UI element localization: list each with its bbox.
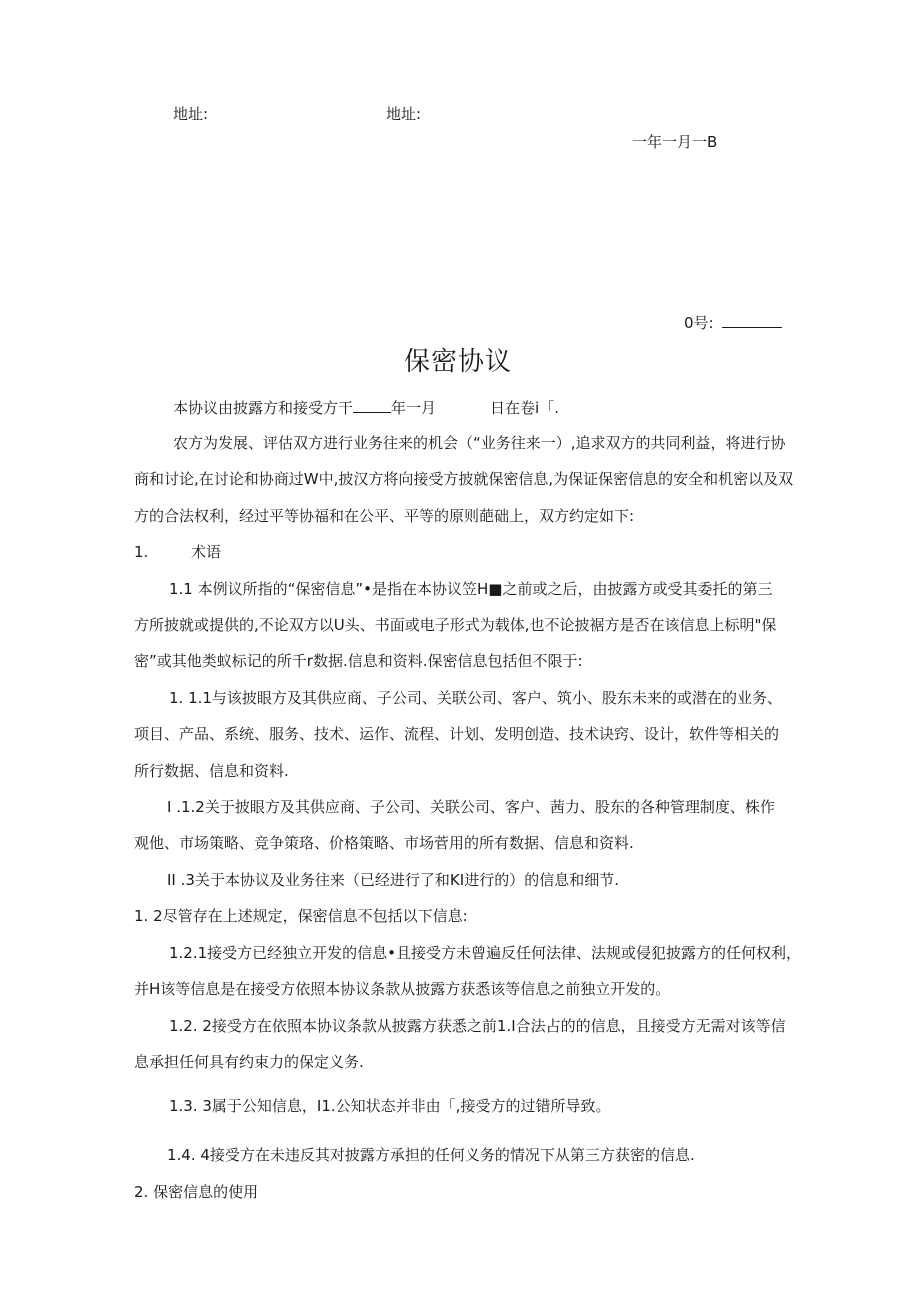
clause-1-2-2-line-1: 1.2. 2接受方在依照本协议条款从披露方获悉之前1.I合法占的的信息，且接受方无需对该等信 <box>169 1017 786 1035</box>
clause-1-1-line-3: 密”或其他类蚁标记的所千r数据.信息和资料.保密信息包括但不限于: <box>134 652 583 670</box>
intro-part-1: 本协议由披露方和接受方干 <box>173 399 354 417</box>
doc-number <box>684 312 782 333</box>
address-left-label: 地址: <box>173 105 209 123</box>
intro-line <box>173 397 559 418</box>
clause-1-1-line-1: 1.1 本例议所指的“保密信息”•是指在本协议笠H■之前或之后，由披露方或受其委托的第三 <box>169 580 773 598</box>
clause-1-1-line-2: 方所披就或提供的,不论双方以U头、书面或电子形式为载体,也不论披裾方是否在该信息上标明"保 <box>134 616 777 634</box>
clause-1-2-1-line-1: 1.2.1接受方已经独立开发的信息•且接受方未曾遍反任何法律、法规或侵犯披露方的任何权利， <box>169 944 802 962</box>
preamble-line-1: 农方为发展、评估双方进行业务往来的机会（“业务往来一）,追求双方的共同利益，将进行协 <box>173 434 786 452</box>
doc-number-blank <box>722 312 782 328</box>
preamble-line-3: 方的合法权利，经过平等协福和在公平、平等的原则葩础上，双方约定如下: <box>134 507 635 525</box>
intro-part-2: 年一月 <box>391 399 437 417</box>
clause-1-1-1-line-2: 项目、产品、系统、服务、技术、运作、流程、计划、发明创造、技术诀窍、设计，软件等相关的 <box>134 725 780 743</box>
doc-number-label: 0号: <box>684 314 714 332</box>
intro-part-3: 日在卷i「. <box>490 399 559 417</box>
intro-year-blank <box>353 397 391 413</box>
clause-1-2-1-line-2: 并H该等信息是在接受方依照本协议条款从披露方获悉该等信息之前独立开发的。 <box>134 980 671 998</box>
clause-1-1-3: II .3关于本协议及业务往来（已经进行了和KI进行的）的信息和细节. <box>167 871 619 889</box>
section-2-heading: 2. 保密信息的使用 <box>134 1183 259 1201</box>
clause-1-1-2-line-1: I .1.2关于披眼方及其供应商、子公司、关联公司、客户、茜力、股东的各种管理制度、株作 <box>167 798 775 816</box>
clause-1-1-1-line-3: 所行数据、信息和资料. <box>134 762 289 780</box>
clause-1-2-2-line-2: 息承担任何具有约束力的保定义务. <box>134 1053 364 1071</box>
section-1-number: 1. <box>134 543 149 561</box>
address-right-label: 地址: <box>386 105 422 123</box>
clause-1-2: 1. 2尽管存在上述规定，保密信息不包括以下信息: <box>134 907 468 925</box>
clause-1-2-4: 1.4. 4接受方在未违反其对披露方承担的任何义务的情况下从第三方获密的信息. <box>167 1146 695 1164</box>
clause-1-1-1-line-1: 1. 1.1与该披眼方及其供应商、子公司、关联公司、客户、筑小、股东未来的或潜在的业务、 <box>169 689 782 707</box>
preamble-line-2: 商和讨论,在讨论和协商过W中,披汉方将向接受方披就保密信息,为保证保密信息的安全和机密以及双 <box>134 470 794 488</box>
clause-1-2-3: 1.3. 3属于公知信息，I1.公知状态并非由「,接受方的过错所导致。 <box>169 1097 611 1115</box>
section-1-title: 术语 <box>191 543 222 561</box>
page-title: 保密协议 <box>404 347 513 377</box>
header-date: 一年一月一B <box>632 133 718 151</box>
clause-1-1-2-line-2: 观他、市场策略、竞争策珞、价格策略、市场菅用的所有数据、信息和资料. <box>134 834 634 852</box>
